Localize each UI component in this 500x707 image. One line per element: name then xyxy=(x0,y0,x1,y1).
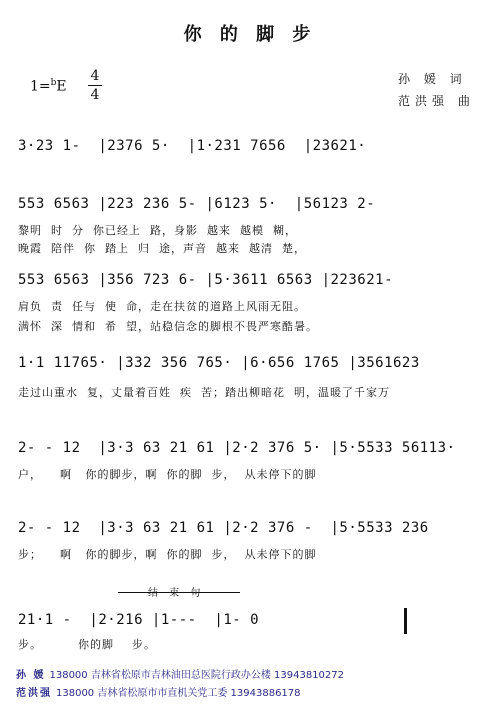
footer-text-2: 138000 吉林省松原市市直机关党工委 13943886178 xyxy=(56,688,301,699)
lyric-line-3: 肩负 责 任与 使 命，走在扶贫的道路上风雨无阻。 xyxy=(18,300,306,313)
music-line-6: 2- - 12 |3·3 63 21 61 |2·2 376 - |5·5533 236 xyxy=(18,520,429,536)
coda-label: 结 束 句 xyxy=(148,588,205,599)
music-line-7: 21·1 - |2·216 |1--- |1- 0 xyxy=(18,612,260,628)
music-line-3: 553 6563 |356 723 6- |5·3611 6563 |223621- xyxy=(18,272,394,288)
time-bottom: 4 xyxy=(90,87,100,103)
lyric-line-7: 步； 啊 你的脚步，啊 你的脚 步， 从未停下的脚 xyxy=(18,548,317,561)
lyric-line-5: 走过山重水 复，丈量着百姓 疾 苦；踏出柳暗花 明，温暖了千家万 xyxy=(18,386,390,399)
music-line-5: 2- - 12 |3·3 63 21 61 |2·2 376 5· |5·5533 56113· xyxy=(18,440,456,456)
key-prefix: 1= xyxy=(30,78,51,95)
music-line-2: 553 6563 |223 236 5- |6123 5· |56123 2- xyxy=(18,196,376,212)
lyric-line-6: 户， 啊 你的脚步，啊 你的脚 步， 从未停下的脚 xyxy=(18,468,317,481)
lyric-line-8: 步。 你的脚 步。 xyxy=(18,638,156,651)
lyric-line-2: 晚霞 陪伴 你 踏上 归 途，声音 越来 越清 楚， xyxy=(18,242,306,255)
time-bar xyxy=(88,85,102,86)
coda-bracket xyxy=(118,592,240,593)
time-signature xyxy=(88,68,102,103)
footer-line-2 xyxy=(16,684,301,699)
key-flat: b xyxy=(50,78,57,88)
footer-text-1: 138000 吉林省松原市吉林油田总医院行政办公楼 13943810272 xyxy=(49,670,345,681)
music-line-1: 3·23 1- |2376 5· |1·231 7656 |23621· xyxy=(18,138,367,154)
footer-line-1 xyxy=(16,666,344,681)
song-title: 你 的 脚 步 xyxy=(183,24,317,45)
time-top: 4 xyxy=(90,68,100,84)
lyricist-credit: 孙 媛 词 xyxy=(398,72,467,86)
lyric-line-4: 满怀 深 情和 希 望，站稳信念的脚根不畏严寒酷暑。 xyxy=(18,320,318,333)
key-note: E xyxy=(56,78,67,95)
footer-name-1: 孙 媛 xyxy=(16,670,46,681)
key-signature xyxy=(30,78,67,95)
footer-name-2: 范洪强 xyxy=(16,688,52,699)
lyric-line-1: 黎明 时 分 你已经上 路，身影 越来 越模 糊， xyxy=(18,224,297,237)
final-barline xyxy=(404,608,407,634)
music-line-4: 1·1 11765· |332 356 765· |6·656 1765 |3561623 xyxy=(18,355,420,371)
composer-credit: 范洪强 曲 xyxy=(398,94,475,108)
